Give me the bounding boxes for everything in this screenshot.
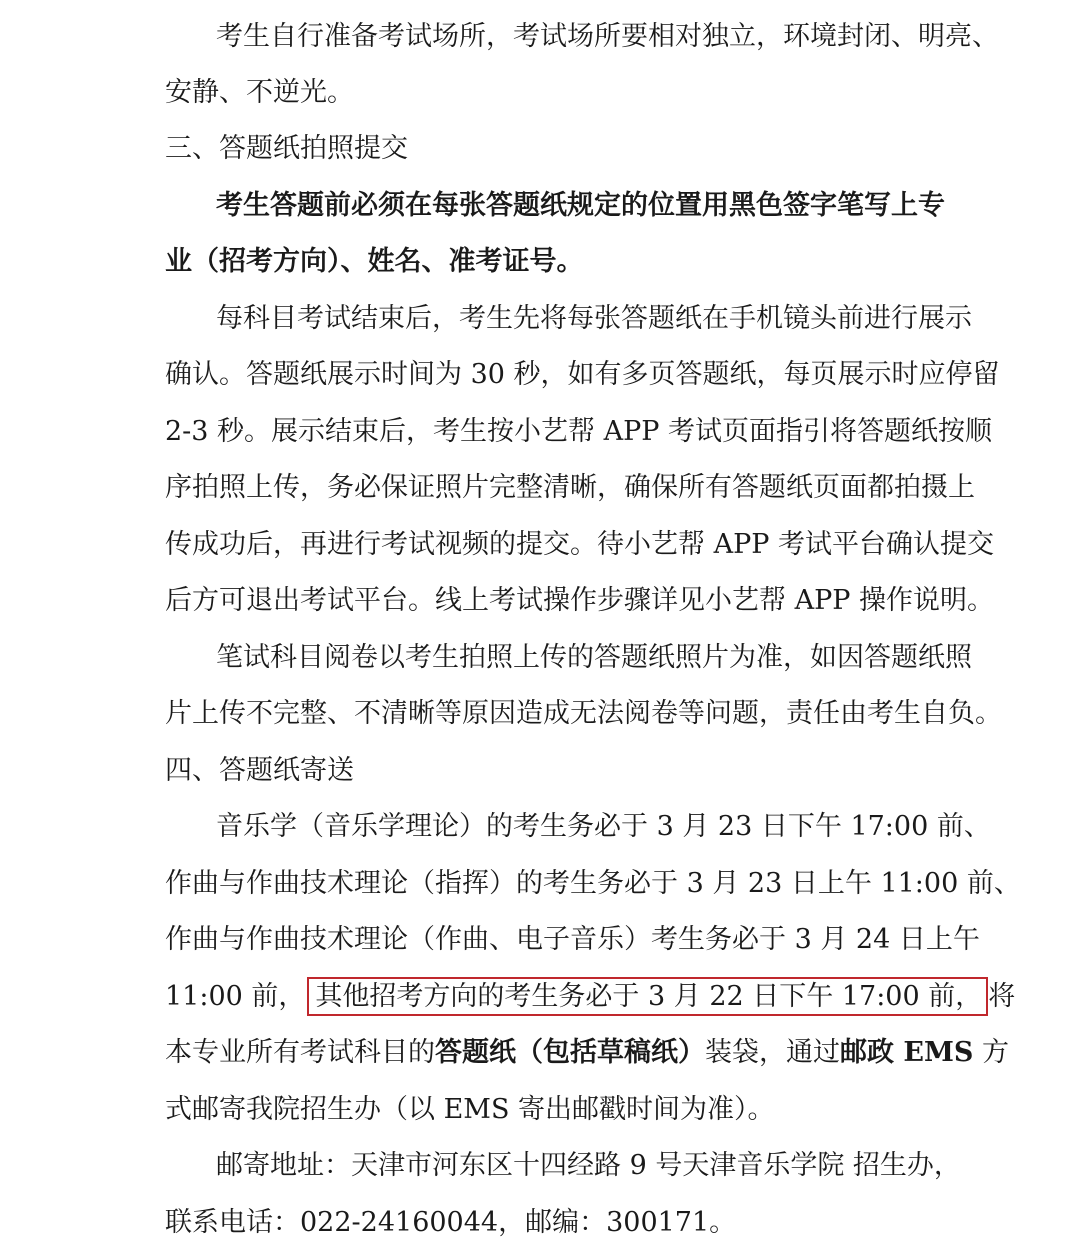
paragraph-photo-line-3: 2-3 秒。展示结束后，考生按小艺帮 APP 考试页面指引将答题纸按顺 bbox=[165, 416, 993, 447]
mail-line-5-part-e: 方 bbox=[973, 1037, 1009, 1068]
mail-line-5-part-c: 装袋，通过 bbox=[705, 1037, 840, 1068]
paragraph-venue-line-1: 考生自行准备考试场所，考试场所要相对独立，环境封闭、明亮、 bbox=[216, 21, 999, 52]
paragraph-address-line-1: 邮寄地址：天津市河东区十四经路 9 号天津音乐学院 招生办， bbox=[216, 1150, 961, 1181]
paragraph-mail-line-1: 音乐学（音乐学理论）的考生务必于 3 月 23 日下午 17:00 前、 bbox=[216, 811, 991, 842]
paragraph-photo-line-1: 每科目考试结束后，考生先将每张答题纸在手机镜头前进行展示 bbox=[216, 303, 972, 334]
paragraph-photo-line-4: 序拍照上传，务必保证照片完整清晰，确保所有答题纸页面都拍摄上 bbox=[165, 472, 975, 503]
paragraph-mail-line-3: 作曲与作曲技术理论（作曲、电子音乐）考生务必于 3 月 24 日上午 bbox=[165, 924, 980, 955]
ems-emphasis: 邮政 EMS bbox=[840, 1037, 974, 1068]
paragraph-grading-line-1: 笔试科目阅卷以考生拍照上传的答题纸照片为准，如因答题纸照 bbox=[216, 642, 972, 673]
paragraph-mail-line-4 bbox=[165, 977, 1016, 1017]
paragraph-photo-line-6: 后方可退出考试平台。线上考试操作步骤详见小艺帮 APP 操作说明。 bbox=[165, 585, 994, 616]
paragraph-venue-line-2: 安静、不逆光。 bbox=[165, 77, 354, 108]
section-heading-4: 四、答题纸寄送 bbox=[165, 755, 354, 786]
answer-sheet-emphasis: 答题纸（包括草稿纸） bbox=[435, 1037, 705, 1068]
paragraph-mail-line-5 bbox=[165, 1033, 1009, 1073]
mail-line-5-part-a: 本专业所有考试科目的 bbox=[165, 1037, 435, 1068]
mail-line-4-prefix: 11:00 前， bbox=[165, 981, 306, 1012]
section-heading-3: 三、答题纸拍照提交 bbox=[165, 133, 408, 164]
paragraph-sign-line-2: 业（招考方向）、姓名、准考证号。 bbox=[165, 246, 584, 277]
paragraph-sign-line-1: 考生答题前必须在每张答题纸规定的位置用黑色签字笔写上专 bbox=[216, 190, 945, 221]
paragraph-mail-line-6: 式邮寄我院招生办（以 EMS 寄出邮戳时间为准）。 bbox=[165, 1094, 775, 1125]
paragraph-photo-line-2: 确认。答题纸展示时间为 30 秒，如有多页答题纸，每页展示时应停留 bbox=[165, 359, 1000, 390]
paragraph-mail-line-2: 作曲与作曲技术理论（指挥）的考生务必于 3 月 23 日上午 11:00 前、 bbox=[165, 868, 1021, 899]
mail-line-4-suffix: 将 bbox=[988, 981, 1016, 1012]
paragraph-address-line-2: 联系电话：022-24160044，邮编：300171。 bbox=[165, 1207, 737, 1238]
deadline-highlight: 其他招考方向的考生务必于 3 月 22 日下午 17:00 前， bbox=[307, 977, 988, 1016]
paragraph-photo-line-5: 传成功后，再进行考试视频的提交。待小艺帮 APP 考试平台确认提交 bbox=[165, 529, 994, 560]
paragraph-grading-line-2: 片上传不完整、不清晰等原因造成无法阅卷等问题，责任由考生自负。 bbox=[165, 698, 1002, 729]
